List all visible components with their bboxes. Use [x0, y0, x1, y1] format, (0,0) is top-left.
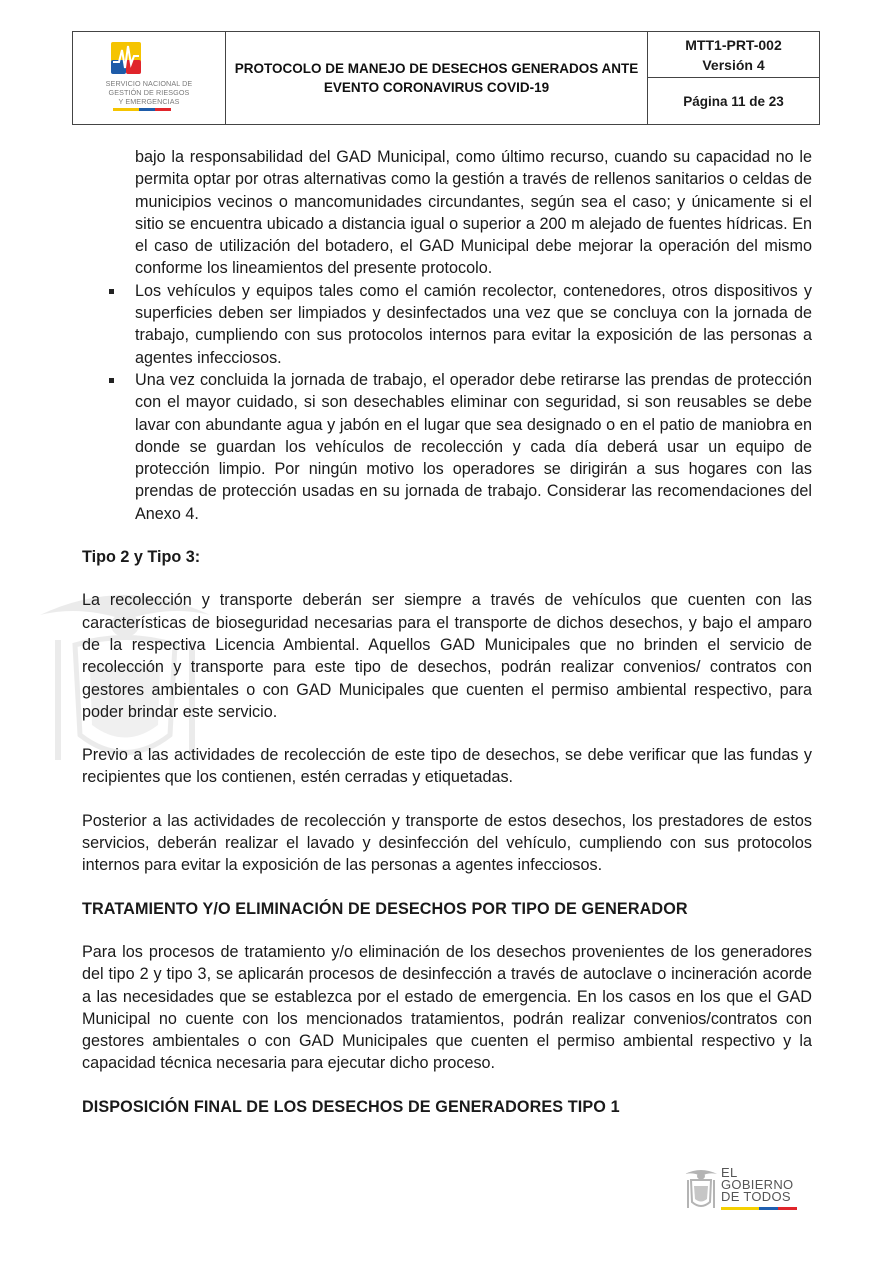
paragraph: Posterior a las actividades de recolección y transporte de estos desechos, los prestadores de estos servicios, deberán realizar el lavado y desinfección del vehículo, cumpliendo con sus protocolos internos para evitar la exposición de las personas a agentes infecciosos.	[82, 811, 812, 875]
square-bullet-icon	[109, 378, 114, 383]
document-code: MTT1-PRT-002	[685, 36, 782, 53]
tricolor-bar	[113, 108, 171, 111]
title-line: PROTOCOLO DE MANEJO DE DESECHOS GENERADOS ANTE	[234, 61, 639, 76]
gobierno-text-line: DE TODOS	[721, 1189, 791, 1204]
paragraph: Para los procesos de tratamiento y/o eliminación de los desechos provenientes de los generadores del tipo 2 y tipo 3, se aplicarán procesos de desinfección a través de autoclave o incineración acorde a las necesidades que se establezca por el estado de emergencia. En los casos en los que el GAD Municipal no cuente con los mencionados tratamientos, podrán realizar convenios/contratos con gestores ambientales o con GAD Municipales que cuenten el permiso ambiental respectivo y la capacidad técnica necesaria para ejecutar dicho proceso.	[82, 942, 812, 1073]
paragraph: Previo a las actividades de recolección de este tipo de desechos, se debe verificar que las fundas y recipientes que los contienen, estén cerradas y etiquetadas.	[82, 746, 812, 787]
bullet-text: Una vez concluida la jornada de trabajo, el operador debe retirarse las prendas de protección con el mayor cuidado, si son desechables eliminar con seguridad, si son reusables se debe lavar con abundante agua y jabón en el lugar que sea designado o en el patio de maniobra en donde se guardan los vehículos de recolección y cada día deberá usar un equipo de protección limpio. Por ningún motivo los operadores se dirigirán a sus hogares con las prendas de protección usadas en su jornada de trabajo. Considerar las recomendaciones del Anexo 4.	[135, 370, 812, 523]
document-code-cell	[648, 32, 819, 78]
logo-text-line: Y EMERGENCIAS	[118, 97, 180, 106]
section-heading-tratamiento: TRATAMIENTO Y/O ELIMINACIÓN DE DESECHOS POR TIPO DE GENERADOR	[82, 899, 688, 918]
page-number: Página 11 de 23	[683, 93, 784, 109]
title-line: EVENTO CORONAVIRUS COVID-19	[323, 80, 550, 95]
gobierno-text-line: GOBIERNO	[721, 1177, 794, 1192]
square-bullet-icon	[109, 289, 114, 294]
bullet-item	[82, 369, 812, 525]
bullet-item	[82, 280, 812, 369]
continued-paragraph: bajo la responsabilidad del GAD Municipal, como último recurso, cuando su capacidad no le permita optar por otras alternativas como la gestión a través de rellenos sanitarios o celdas de municipios vecinos o mancomunidades circundantes, según sea el caso; y únicamente si el sitio se encuentra ubicado a distancia igual o superior a 200 m alejado de fuentes hídricas. En el caso de utilización del botadero, el GAD Municipal debe mejorar la operación del mismo conforme los lineamientos del presente protocolo.	[135, 148, 812, 278]
subheading-tipo-2-3: Tipo 2 y Tipo 3:	[82, 548, 201, 567]
logo-text-line: GESTIÓN DE RIESGOS	[108, 88, 190, 97]
document-version: Versión 4	[702, 56, 765, 73]
gobierno-de-todos-logo	[683, 1166, 803, 1216]
document-header	[72, 31, 820, 125]
paragraph: La recolección y transporte deberán ser siempre a través de vehículos que cuenten con las características de bioseguridad necesarias para el transporte de dichos desechos, y bajo el amparo de la respectiva Licencia Ambiental. Aquellos GAD Municipales que no brinden el servicio de recolección y transporte para este tipo de desechos, podrán realizar convenios/ contratos con gestores ambientales o con GAD Municipales que cuenten el permiso ambiental respectivo, para poder brindar este servicio.	[82, 591, 812, 721]
document-title	[226, 32, 648, 124]
sngre-logo-icon	[111, 42, 141, 74]
gobierno-text	[721, 1167, 793, 1203]
ecuador-coat-of-arms-icon	[683, 1166, 719, 1212]
header-logo-cell	[73, 32, 226, 124]
document-meta	[648, 32, 819, 124]
section-heading-disposicion: DISPOSICIÓN FINAL DE LOS DESECHOS DE GENERADORES TIPO 1	[82, 1097, 620, 1116]
gobierno-text-line: EL	[721, 1165, 738, 1180]
sngre-logo-text	[79, 79, 219, 106]
logo-text-line: SERVICIO NACIONAL DE	[105, 79, 193, 88]
bullet-text: Los vehículos y equipos tales como el camión recolector, contenedores, otros dispositivos y superficies deben ser limpiados y desinfectados una vez que se concluya con la jornada de trabajo, cumpliendo con sus protocolos internos para evitar la exposición de las personas a agentes infecciosos.	[135, 281, 812, 367]
document-body	[82, 146, 812, 1118]
tricolor-bar	[721, 1207, 797, 1210]
